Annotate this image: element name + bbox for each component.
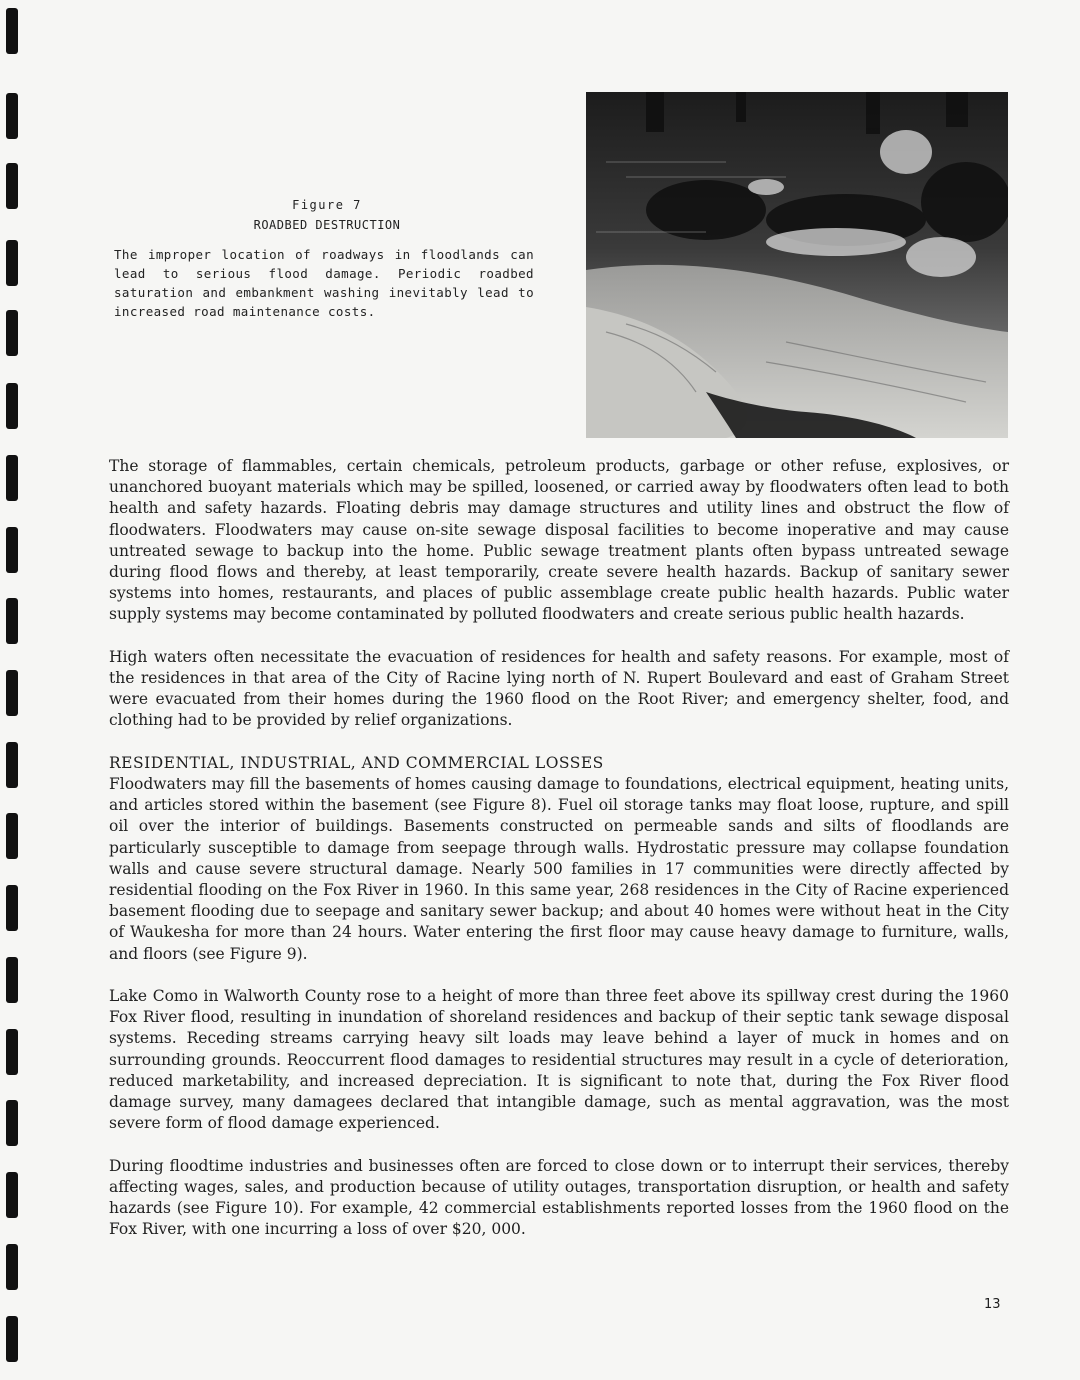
binder-hole: [6, 1316, 18, 1362]
figure-title: ROADBED DESTRUCTION: [253, 218, 401, 232]
binder-hole: [6, 310, 18, 356]
binder-hole: [6, 1100, 18, 1146]
binder-hole: [6, 813, 18, 859]
binder-hole: [6, 1029, 18, 1075]
binder-hole: [6, 1244, 18, 1290]
binder-hole: [6, 455, 18, 501]
binder-hole: [6, 8, 18, 54]
paragraph-residential-damage: Floodwaters may fill the basements of homes causing damage to foundations, electrical equipment, heating units, and articles stored within the basement (see Figure 8). Fuel oil storage tanks may float loose, rupture, and spill oil over the interior of buildings. Basements constructed on permeable sands and silts of floodlands are particularly susceptible to damage from seepage through walls. Hydrostatic pressure may collapse foundation walls and cause severe structural damage. Nearly 500 families in 17 communities were directly affected by residential flooding on the Fox River in 1960. In this same year, 268 residences in the City of Racine experienced basement flooding due to seepage and sanitary sewer backup; and about 40 homes were without heat in the City of Waukesha for more than 24 hours. Water entering the first floor may cause heavy damage to furniture, walls, and floors (see Figure 9).: [109, 775, 1009, 963]
binder-hole: [6, 240, 18, 286]
binder-hole: [6, 163, 18, 209]
body-text: [109, 456, 1009, 1262]
binder-hole: [6, 742, 18, 788]
paragraph-evacuation: High waters often necessitate the evacuation of residences for health and safety reasons. For example, most of the residences in that area of the City of Racine lying north of N. Rupert Boulevard and east of Graham Street were evacuated from their homes during the 1960 flood on the Root River; and emergency shelter, food, and clothing had to be provided by relief organizations.: [109, 647, 1009, 730]
figure-caption: The improper location of roadways in floodlands can lead to serious flood damage. Periodic roadbed saturation and embankment washing inevitably lead to increased road maintenance costs.: [114, 247, 534, 319]
paragraph-business-losses: During floodtime industries and businesses often are forced to close down or to interrupt their services, thereby affecting wages, sales, and production because of utility outages, transportation disruption, or health and safety hazards (see Figure 10). For example, 42 commercial establishments reported losses from the 1960 flood on the Fox River, with one incurring a loss of over $20, 000.: [109, 1156, 1009, 1239]
binder-hole: [6, 527, 18, 573]
binder-hole: [6, 598, 18, 644]
figure-caption-block: [114, 198, 534, 321]
binder-hole: [6, 885, 18, 931]
binder-hole: [6, 93, 18, 139]
photo-illustration: [586, 92, 1008, 438]
paragraph-flood-hazards: The storage of flammables, certain chemicals, petroleum products, garbage or other refuse, explosives, or unanchored buoyant materials which may be spilled, loosened, or carried away by floodwaters often lead to both health and safety hazards. Floating debris may damage structures and utility lines and obstruct the flow of floodwaters. Floodwaters may cause on-site sewage disposal facilities to become inoperative and may cause untreated sewage to backup into the home. Public sewage treatment plants often bypass untreated sewage during flood flows and thereby, at least temporarily, create severe health hazards. Backup of sanitary sewer systems into homes, restaurants, and places of public assemblage create public health hazards. Public water supply systems may become contaminated by polluted floodwaters and create serious public health hazards.: [109, 457, 1009, 624]
flooded-roadbed-photo: [586, 92, 1008, 438]
paragraph-lake-como: Lake Como in Walworth County rose to a height of more than three feet above its spillway crest during the 1960 Fox River flood, resulting in inundation of shoreland residences and backup of their septic tank sewage disposal systems. Receding streams carrying heavy silt loads may leave behind a layer of muck in homes and on surrounding grounds. Reoccurrent flood damages to residential structures may result in a cycle of deterioration, reduced marketability, and increased depreciation. It is significant to note that, during the Fox River flood damage survey, many damagees declared that intangible damage, such as mental aggravation, was the most severe form of flood damage experienced.: [109, 987, 1009, 1133]
binder-hole: [6, 1172, 18, 1218]
binder-hole: [6, 670, 18, 716]
binder-hole: [6, 383, 18, 429]
page-number: 13: [984, 1297, 1001, 1312]
binder-holes: [6, 0, 20, 1380]
figure-number: Figure 7: [292, 198, 362, 212]
section-heading: RESIDENTIAL, INDUSTRIAL, AND COMMERCIAL LOSSES: [109, 753, 604, 772]
binder-hole: [6, 957, 18, 1003]
